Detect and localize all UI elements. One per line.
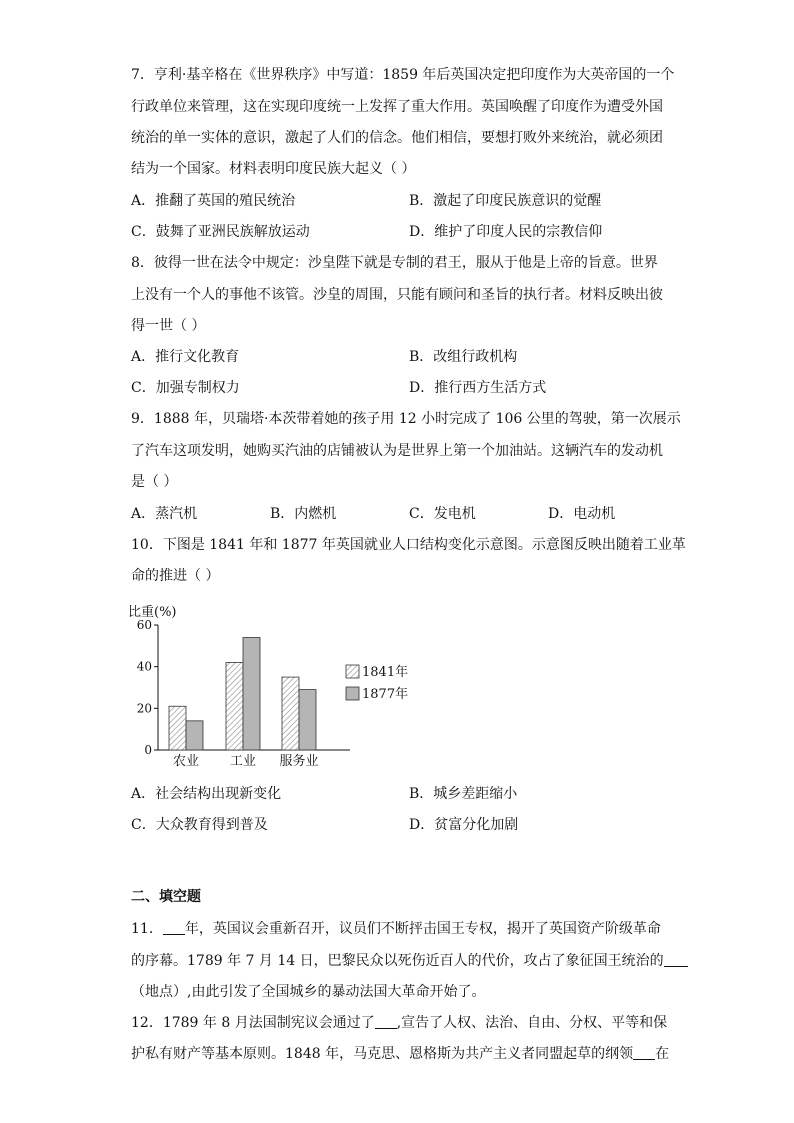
q12-line-1 xyxy=(131,1014,667,1032)
q9-line-1: 9．1888 年，贝瑞塔·本茨带着她的孩子用 12 小时完成了 106 公里的驾驶，第一次展示 xyxy=(131,411,681,427)
q11-text-2: 的序幕。1789 年 7 月 14 日，巴黎民众以死伤近百人的代价，攻占了象征国王统治的 xyxy=(131,953,664,969)
q12-text-4: 在 xyxy=(655,1046,670,1062)
q7-option-d[interactable]: D．维护了印度人民的宗教信仰 xyxy=(409,224,603,240)
y-tick-label: 40 xyxy=(136,659,152,674)
q12-line-2 xyxy=(131,1045,669,1063)
q10-option-b[interactable]: B．城乡差距缩小 xyxy=(409,786,518,802)
q7-option-c[interactable]: C．鼓舞了亚洲民族解放运动 xyxy=(131,224,310,240)
q9-option-c[interactable]: C．发电机 xyxy=(409,506,476,522)
q9-option-b[interactable]: B．内燃机 xyxy=(270,506,337,522)
q11-blank-year[interactable] xyxy=(163,920,185,935)
q11-text-1: 年，英国议会重新召开，议员们不断抨击国王专权，揭开了英国资产阶级革命 xyxy=(184,921,661,937)
q10-line-2: 命的推进（ ） xyxy=(131,568,220,584)
legend-swatch-1841年 xyxy=(346,665,359,678)
category-label: 农业 xyxy=(172,754,200,769)
legend-label: 1877年 xyxy=(362,687,409,702)
q11-line-2 xyxy=(131,952,688,970)
y-tick-label: 60 xyxy=(136,618,152,632)
q8-option-c[interactable]: C．加强专制权力 xyxy=(131,380,240,396)
q11-line-1 xyxy=(131,920,661,938)
q8-line-1: 8．彼得一世在法令中规定：沙皇陛下就是专制的君王，服从于他是上帝的旨意。世界 xyxy=(131,255,658,271)
legend-swatch-1877年 xyxy=(346,687,359,700)
q11-number: 11． xyxy=(131,921,163,937)
q12-text-2: ,宣告了人权、法治、自由、分权、平等和保 xyxy=(396,1015,668,1031)
q9-option-a[interactable]: A．蒸汽机 xyxy=(131,506,198,522)
bar-农业-1877年 xyxy=(186,721,203,750)
q7-option-b[interactable]: B．激起了印度民族意识的觉醒 xyxy=(409,193,602,209)
legend-label: 1841年 xyxy=(362,665,409,680)
q12-blank-manifesto[interactable] xyxy=(633,1045,655,1060)
bar-服务业-1841年 xyxy=(282,677,299,750)
q12-text-1: 12．1789 年 8 月法国制宪议会通过了 xyxy=(131,1015,375,1031)
q7-line-1: 7．亨利·基辛格在《世界秩序》中写道：1859 年后英国决定把印度作为大英帝国的一个 xyxy=(131,67,675,83)
q11-blank-place[interactable] xyxy=(664,952,688,967)
employment-structure-chart xyxy=(128,600,428,775)
q9-option-d[interactable]: D．电动机 xyxy=(548,506,616,522)
q8-option-b[interactable]: B．改组行政机构 xyxy=(409,349,518,365)
bar-农业-1841年 xyxy=(169,706,186,750)
q8-option-a[interactable]: A．推行文化教育 xyxy=(131,349,240,365)
q8-line-3: 得一世（ ） xyxy=(131,318,206,334)
q10-line-1: 10．下图是 1841 年和 1877 年英国就业人口结构变化示意图。示意图反映出随着工业革 xyxy=(131,537,686,553)
q8-option-d[interactable]: D．推行西方生活方式 xyxy=(409,380,547,396)
y-axis-label: 比重(%) xyxy=(128,605,177,620)
q10-option-d[interactable]: D．贫富分化加剧 xyxy=(409,817,519,833)
bar-工业-1841年 xyxy=(226,663,243,751)
q7-option-a[interactable]: A．推翻了英国的殖民统治 xyxy=(131,193,296,209)
bar-服务业-1877年 xyxy=(299,690,316,750)
q12-text-3: 护私有财产等基本原则。1848 年，马克思、恩格斯为共产主义者同盟起草的纲领 xyxy=(131,1046,634,1062)
q7-line-2: 行政单位来管理，这在实现印度统一上发挥了重大作用。英国唤醒了印度作为遭受外国 xyxy=(131,99,663,115)
q8-line-2: 上没有一个人的事他不该管。沙皇的周围，只能有顾问和圣旨的执行者。材料反映出彼 xyxy=(131,287,663,303)
bar-工业-1877年 xyxy=(243,638,260,751)
q12-blank-document[interactable] xyxy=(375,1014,397,1029)
q10-option-c[interactable]: C．大众教育得到普及 xyxy=(131,817,268,833)
q7-line-4: 结为一个国家。材料表明印度民族大起义（ ） xyxy=(131,161,416,177)
q9-line-3: 是（ ） xyxy=(131,474,178,490)
y-tick-label: 0 xyxy=(144,743,152,757)
q10-option-a[interactable]: A．社会结构出现新变化 xyxy=(131,786,282,802)
category-label: 服务业 xyxy=(279,754,319,769)
q9-line-2: 了汽车这项发明，她购买汽油的店铺被认为是世界上第一个加油站。这辆汽车的发动机 xyxy=(131,443,663,459)
category-label: 工业 xyxy=(229,754,257,769)
section-heading-fill-blank: 二、填空题 xyxy=(131,889,201,905)
y-tick-label: 20 xyxy=(136,701,152,716)
q7-line-3: 统治的单一实体的意识，激起了人们的信念。他们相信，要想打败外来统治，就必须团 xyxy=(131,130,663,146)
q11-line-3: （地点）,由此引发了全国城乡的暴动法国大革命开始了。 xyxy=(131,984,486,1000)
